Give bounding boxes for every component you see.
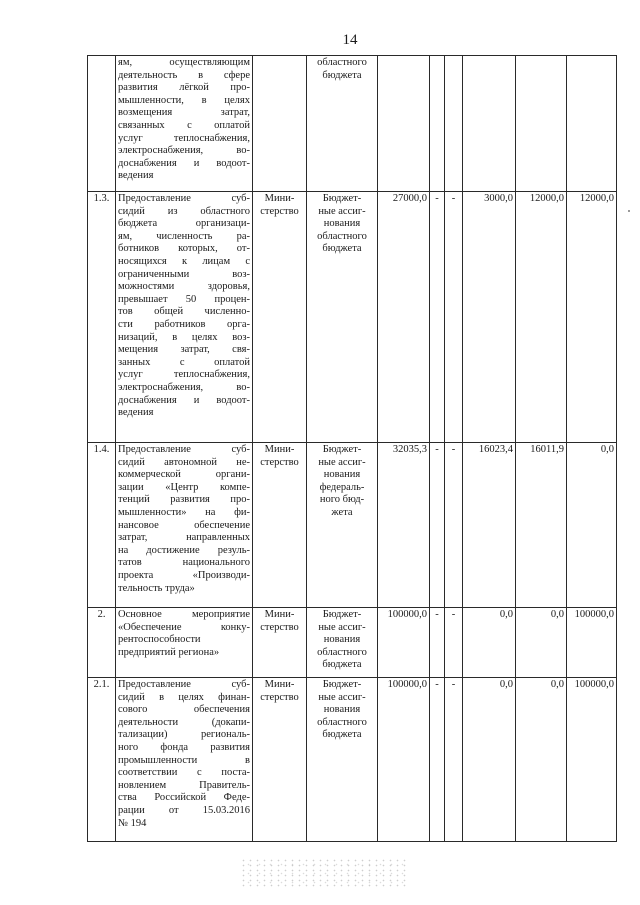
- cell-text-line: сидий из областного: [118, 205, 250, 217]
- cell-text-line: областного: [317, 57, 367, 68]
- year-value-cell: -: [445, 678, 463, 842]
- cell-text-line: превышает 50 процен-: [118, 293, 250, 305]
- row-number-cell: [88, 56, 116, 192]
- cell-text-line: промышленности в: [118, 754, 250, 766]
- year-value-cell: 100000,0: [567, 608, 617, 678]
- total-amount-cell: 100000,0: [378, 678, 430, 842]
- total-amount-cell: 100000,0: [378, 608, 430, 678]
- activity-name-cell: [116, 608, 253, 678]
- executor-cell: [253, 443, 307, 608]
- cell-text-line: бюджета: [322, 243, 362, 255]
- activity-name-cell: [116, 443, 253, 608]
- total-amount-cell: 27000,0: [378, 192, 430, 443]
- cell-text-line: Бюджет-: [322, 193, 362, 204]
- year-value-cell: 100000,0: [567, 678, 617, 842]
- cell-text-line: нования: [323, 469, 361, 481]
- cell-text-line: мещения затрат, свя-: [118, 344, 250, 356]
- cell-text-line: Бюджет-: [322, 609, 362, 620]
- cell-text-line: тенций развития про-: [118, 494, 250, 506]
- cell-text-line: соответствии с поста-: [118, 767, 250, 779]
- cell-text-line: тельность труда»: [118, 582, 195, 594]
- cell-text-line: затрат, направленных: [118, 532, 250, 544]
- funding-source-cell: [307, 56, 378, 192]
- cell-text-line: электроснабжения, во-: [118, 145, 250, 157]
- year-value-cell: -: [445, 192, 463, 443]
- year-value-cell: -: [430, 443, 445, 608]
- cell-text-line: ства Российской Феде-: [118, 792, 250, 804]
- cell-text-line: новлением Правитель-: [118, 779, 250, 791]
- cell-text-line: ные ассиг-: [318, 205, 366, 217]
- row-number-cell: 2.: [88, 608, 116, 678]
- cell-text-line: стерство: [260, 621, 299, 633]
- table-row: [88, 192, 617, 443]
- cell-text-line: Предоставление суб-: [118, 193, 250, 204]
- cell-text-line: мышленности, в целях: [118, 94, 250, 106]
- cell-text-line: нования: [323, 704, 361, 716]
- year-value-cell: 0,0: [463, 608, 516, 678]
- cell-text-line: областного: [317, 646, 367, 658]
- cell-text-line: Мини-: [264, 444, 295, 455]
- cell-text-line: нования: [323, 218, 361, 230]
- cell-text-line: нансовое обеспечение: [118, 519, 250, 531]
- year-value-cell: -: [445, 443, 463, 608]
- page-number: 14: [342, 32, 358, 48]
- cell-text-line: возмещения затрат,: [118, 107, 250, 119]
- cell-text-line: коммерческой органи-: [118, 469, 250, 481]
- cell-text-line: доснабжения и водоот-: [118, 157, 250, 169]
- cell-text-line: электроснабжения, во-: [118, 381, 250, 393]
- cell-text-line: татов национального: [118, 557, 250, 569]
- cell-text-line: Предоставление суб-: [118, 444, 250, 455]
- cell-text-line: ям, осуществляющим: [118, 57, 250, 68]
- row-number-cell: 1.3.: [88, 192, 116, 443]
- cell-text-line: сового обеспечения: [118, 704, 250, 716]
- cell-text-line: ведения: [118, 170, 154, 182]
- row-number-cell: 1.4.: [88, 443, 116, 608]
- cell-text-line: Предоставление суб-: [118, 679, 250, 690]
- table-row: [88, 678, 617, 842]
- cell-text-line: мышленности» на фи-: [118, 506, 250, 518]
- executor-cell: [253, 56, 307, 192]
- cell-text-line: ведения: [118, 407, 154, 419]
- cell-text-line: предприятий региона»: [118, 646, 220, 658]
- year-value-cell: 12000,0: [516, 192, 567, 443]
- cell-text-line: носящихся к лицам с: [118, 255, 250, 267]
- cell-text-line: ные ассиг-: [318, 621, 366, 633]
- cell-text-line: жета: [331, 506, 353, 518]
- year-value-cell: 16011,9: [516, 443, 567, 608]
- year-value-cell: -: [430, 678, 445, 842]
- activity-name-cell: [116, 678, 253, 842]
- cell-text-line: низаций, в целях воз-: [118, 331, 250, 343]
- executor-cell: [253, 608, 307, 678]
- funding-source-cell: [307, 608, 378, 678]
- cell-text-line: бюджета: [322, 729, 362, 741]
- cell-text-line: бюджета: [322, 659, 362, 671]
- table-row: [88, 443, 617, 608]
- year-value-cell: 0,0: [516, 678, 567, 842]
- year-value-cell: [567, 56, 617, 192]
- activity-name-cell: [116, 192, 253, 443]
- cell-text-line: № 194: [118, 817, 147, 829]
- program-activities-table: [87, 55, 617, 842]
- table-row: [88, 608, 617, 678]
- total-amount-cell: [378, 56, 430, 192]
- cell-text-line: ям, численность ра-: [118, 230, 250, 242]
- cell-text-line: нования: [323, 634, 361, 646]
- cell-text-line: рентоспособности: [118, 634, 201, 646]
- year-value-cell: 0,0: [463, 678, 516, 842]
- cell-text-line: сидий в целях финан-: [118, 691, 250, 703]
- scan-edge-mark: [628, 210, 630, 212]
- cell-text-line: проекта «Производи-: [118, 569, 250, 581]
- cell-text-line: ного фонда развития: [118, 741, 250, 753]
- cell-text-line: доснабжения и водоот-: [118, 394, 250, 406]
- cell-text-line: деятельности (докапи-: [118, 716, 250, 728]
- cell-text-line: бюджета: [322, 69, 362, 81]
- year-value-cell: 0,0: [516, 608, 567, 678]
- executor-cell: [253, 192, 307, 443]
- cell-text-line: ограниченными воз-: [118, 268, 250, 280]
- cell-text-line: стерство: [260, 205, 299, 217]
- activity-name-cell: [116, 56, 253, 192]
- table-row: [88, 56, 617, 192]
- cell-text-line: связанных с оплатой: [118, 119, 250, 131]
- row-number-cell: 2.1.: [88, 678, 116, 842]
- cell-text-line: стерство: [260, 456, 299, 468]
- year-value-cell: [430, 56, 445, 192]
- cell-text-line: Бюджет-: [322, 444, 362, 455]
- cell-text-line: бюджета организаци-: [118, 218, 250, 230]
- year-value-cell: [445, 56, 463, 192]
- cell-text-line: тализации) региональ-: [118, 729, 250, 741]
- cell-text-line: рации от 15.03.2016: [118, 804, 250, 816]
- year-value-cell: 3000,0: [463, 192, 516, 443]
- cell-text-line: сти работников орга-: [118, 318, 250, 330]
- cell-text-line: ные ассиг-: [318, 456, 366, 468]
- year-value-cell: -: [430, 608, 445, 678]
- cell-text-line: можностями здоровья,: [118, 281, 250, 293]
- cell-text-line: на достижение резуль-: [118, 544, 250, 556]
- executor-cell: [253, 678, 307, 842]
- cell-text-line: областного: [317, 716, 367, 728]
- cell-text-line: занных с оплатой: [118, 356, 250, 368]
- cell-text-line: сидий автономной не-: [118, 456, 250, 468]
- cell-text-line: ботников которых, от-: [118, 243, 250, 255]
- year-value-cell: 16023,4: [463, 443, 516, 608]
- year-value-cell: 0,0: [567, 443, 617, 608]
- cell-text-line: ного бюд-: [319, 494, 365, 506]
- year-value-cell: -: [445, 608, 463, 678]
- cell-text-line: ные ассиг-: [318, 691, 366, 703]
- cell-text-line: тов общей численно-: [118, 306, 250, 318]
- year-value-cell: [463, 56, 516, 192]
- funding-source-cell: [307, 443, 378, 608]
- cell-text-line: зации «Центр компе-: [118, 481, 250, 493]
- cell-text-line: федераль-: [319, 481, 365, 493]
- cell-text-line: Мини-: [264, 193, 295, 204]
- cell-text-line: Мини-: [264, 679, 295, 690]
- cell-text-line: областного: [317, 230, 367, 242]
- cell-text-line: стерство: [260, 691, 299, 703]
- funding-source-cell: [307, 678, 378, 842]
- cell-text-line: услуг теплоснабжения,: [118, 132, 250, 144]
- cell-text-line: деятельность в сфере: [118, 69, 250, 81]
- cell-text-line: Бюджет-: [322, 679, 362, 690]
- scan-noise: [240, 858, 410, 888]
- cell-text-line: «Обеспечение конку-: [118, 621, 250, 633]
- total-amount-cell: 32035,3: [378, 443, 430, 608]
- cell-text-line: Мини-: [264, 609, 295, 620]
- cell-text-line: услуг теплоснабжения,: [118, 369, 250, 381]
- cell-text-line: развития лёгкой про-: [118, 82, 250, 94]
- cell-text-line: Основное мероприятие: [118, 609, 250, 620]
- year-value-cell: [516, 56, 567, 192]
- year-value-cell: 12000,0: [567, 192, 617, 443]
- year-value-cell: -: [430, 192, 445, 443]
- funding-source-cell: [307, 192, 378, 443]
